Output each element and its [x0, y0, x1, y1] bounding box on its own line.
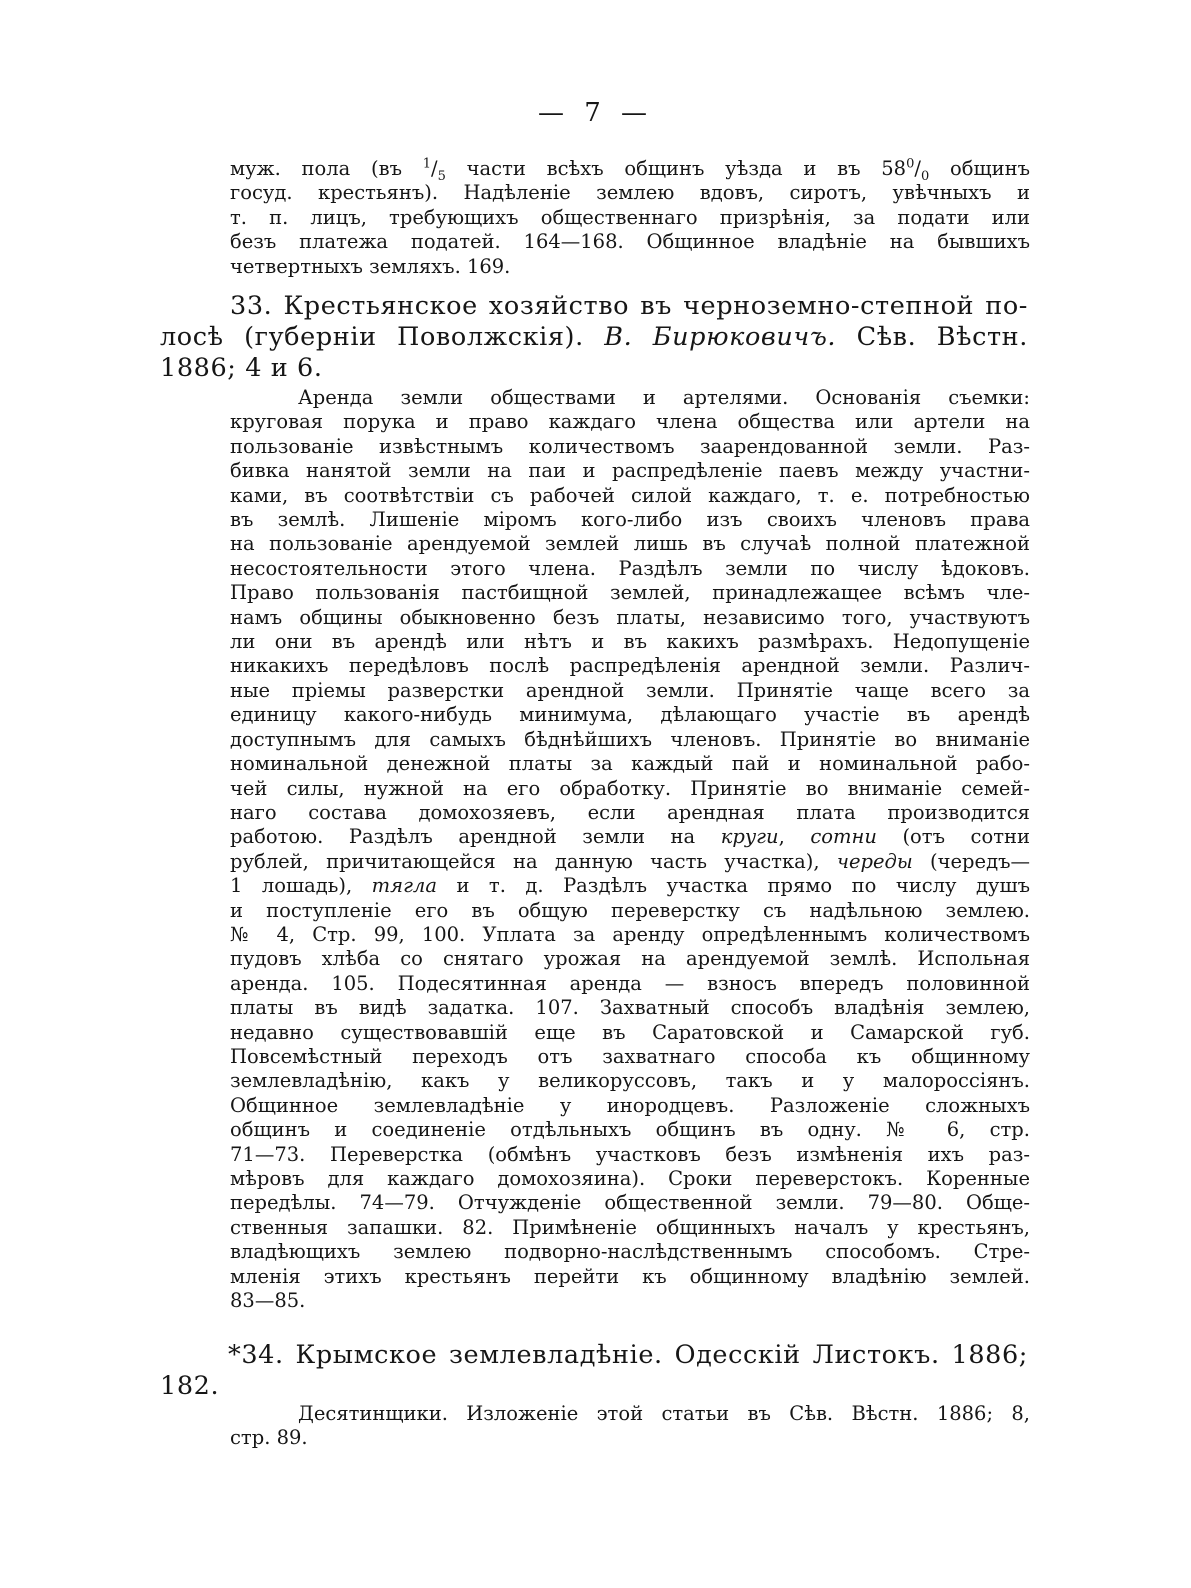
heading-line: 33. Крестьянское хозяйство въ черноземно-степной по-	[230, 291, 1028, 321]
intro-line: т. п. лицъ, требующихъ общественнаго призрѣнія, за подати или	[230, 205, 1030, 229]
intro-line: четвертныхъ земляхъ. 169.	[230, 254, 511, 278]
body-line: ные пріемы разверстки арендной земли. Принятіе чаще всего за	[230, 678, 1030, 702]
heading-line: 1886; 4 и 6.	[160, 353, 323, 383]
body-line: недавно существовавшій еще въ Саратовской и Самарской губ.	[230, 1020, 1030, 1044]
body-line: единицу какого-нибудь минимума, дѣлающаго участіе въ арендѣ	[230, 703, 1030, 727]
body-line: передѣлы. 74—79. Отчужденіе общественной земли. 79—80. Обще-	[230, 1191, 1030, 1215]
heading-line: лосѣ (губерніи Поволжскія). В. Бирюковичъ. Сѣв. Вѣстн.	[160, 322, 1028, 352]
author-name: В. Бирюковичъ.	[604, 322, 837, 352]
body-line: землевладѣнію, какъ у великоруссовъ, такъ и у малороссіянъ.	[230, 1069, 1030, 1093]
intro-line: муж. пола (въ $^1/_5$ части всѣхъ общинъ уѣзда и въ $58^0/_0$ общинъ	[230, 157, 1030, 182]
body-line: круговая порука и право каждаго члена общества или артели на	[230, 410, 1030, 434]
body-line: ственныя запашки. 82. Примѣненіе общинныхъ началъ у крестьянъ,	[230, 1215, 1030, 1239]
entry-34-body	[230, 1402, 1030, 1451]
body-line: доступнымъ для самыхъ бѣднѣйшихъ членовъ. Принятіе во вниманіе	[230, 727, 1030, 751]
body-line: платы въ видѣ задатка. 107. Захватный способъ владѣнія землею,	[230, 996, 1030, 1020]
body-line: наго состава домохозяевъ, если арендная плата производится	[230, 800, 1030, 824]
body-line: Десятинщики. Изложеніе этой статьи въ Сѣв. Вѣстн. 1886; 8,	[298, 1402, 1030, 1425]
body-line: аренда. 105. Подесятинная аренда — взносъ впередъ половинной	[230, 971, 1030, 995]
body-line: номинальной денежной платы за каждый пай и номинальной рабо-	[230, 752, 1030, 776]
body-line: несостоятельности этого члена. Раздѣлъ земли по числу ѣдоковъ.	[230, 556, 1030, 580]
body-line: мѣровъ для каждаго домохозяина). Сроки переверстокъ. Коренные	[230, 1167, 1030, 1190]
body-line: ли они въ арендѣ или нѣтъ и въ какихъ размѣрахъ. Недопущеніе	[230, 630, 1030, 654]
body-line: работою. Раздѣлъ арендной земли на круги, сотни (отъ сотни	[230, 825, 1030, 849]
body-line: чей силы, нужной на его обработку. Принятіе во вниманіе семей-	[230, 776, 1030, 800]
body-line: владѣющихъ землею подворно-наслѣдственнымъ способомъ. Стре-	[230, 1240, 1030, 1264]
intro-paragraph	[230, 157, 1030, 279]
body-line: Аренда земли обществами и артелями. Основанія съемки:	[298, 386, 1030, 409]
heading-line: 182.	[160, 1371, 220, 1401]
body-line: рублей, причитающейся на данную часть участка), череды (чередъ—	[230, 849, 1030, 873]
page-number: — 7 —	[537, 98, 654, 128]
body-line: Право пользованія пастбищной землей, принадлежащее всѣмъ чле-	[230, 581, 1030, 605]
heading-line: *34. Крымское землевладѣніе. Одесскій Листокъ. 1886;	[228, 1340, 1028, 1370]
body-line: бивка нанятой земли на паи и распредѣленіе паевъ между участни-	[230, 459, 1030, 483]
body-line: общинъ и соединеніе отдѣльныхъ общинъ въ одну. № 6, стр.	[230, 1118, 1030, 1142]
body-line: намъ общины обыкновенно безъ платы, независимо того, участвуютъ	[230, 605, 1030, 629]
body-line: 1 лошадь), тягла и т. д. Раздѣлъ участка прямо по числу душъ	[230, 874, 1030, 898]
body-line: пользованіе извѣстнымъ количествомъ заарендованной земли. Раз-	[230, 434, 1030, 458]
body-line: и поступленіе его въ общую переверстку съ надѣльною землею.	[230, 898, 1030, 922]
body-line: 83—85.	[230, 1289, 306, 1313]
body-line: мленія этихъ крестьянъ перейти къ общинному владѣнію землей.	[230, 1264, 1030, 1288]
body-line: Общинное землевладѣніе у инородцевъ. Разложеніе сложныхъ	[230, 1093, 1030, 1117]
entry-34-heading	[160, 1340, 1028, 1402]
body-line: 71—73. Переверстка (обмѣнъ участковъ безъ измѣненія ихъ раз-	[230, 1142, 1030, 1166]
body-line: въ землѣ. Лишеніе міромъ кого-либо изъ своихъ членовъ права	[230, 508, 1030, 532]
entry-33-body	[230, 386, 1030, 1313]
body-line: № 4, Стр. 99, 100. Уплата за аренду опредѣленнымъ количествомъ	[230, 922, 1030, 946]
entry-33-heading	[160, 291, 1028, 384]
intro-line: госуд. крестьянъ). Надѣленіе землею вдовъ, сиротъ, увѣчныхъ и	[230, 181, 1030, 205]
body-line: ками, въ соотвѣтствіи съ рабочей силой каждаго, т. е. потребностью	[230, 483, 1030, 507]
body-line: Повсемѣстный переходъ отъ захватнаго способа къ общинному	[230, 1044, 1030, 1068]
body-line: никакихъ передѣловъ послѣ распредѣленія арендной земли. Различ-	[230, 654, 1030, 678]
body-line: на пользованіе арендуемой землей лишь въ случаѣ полной платежной	[230, 532, 1030, 556]
intro-line: безъ платежа податей. 164—168. Общинное владѣніе на бывшихъ	[230, 230, 1030, 254]
body-line: пудовъ хлѣба со снятаго урожая на арендуемой землѣ. Испольная	[230, 947, 1030, 971]
body-line: стр. 89.	[230, 1426, 308, 1450]
